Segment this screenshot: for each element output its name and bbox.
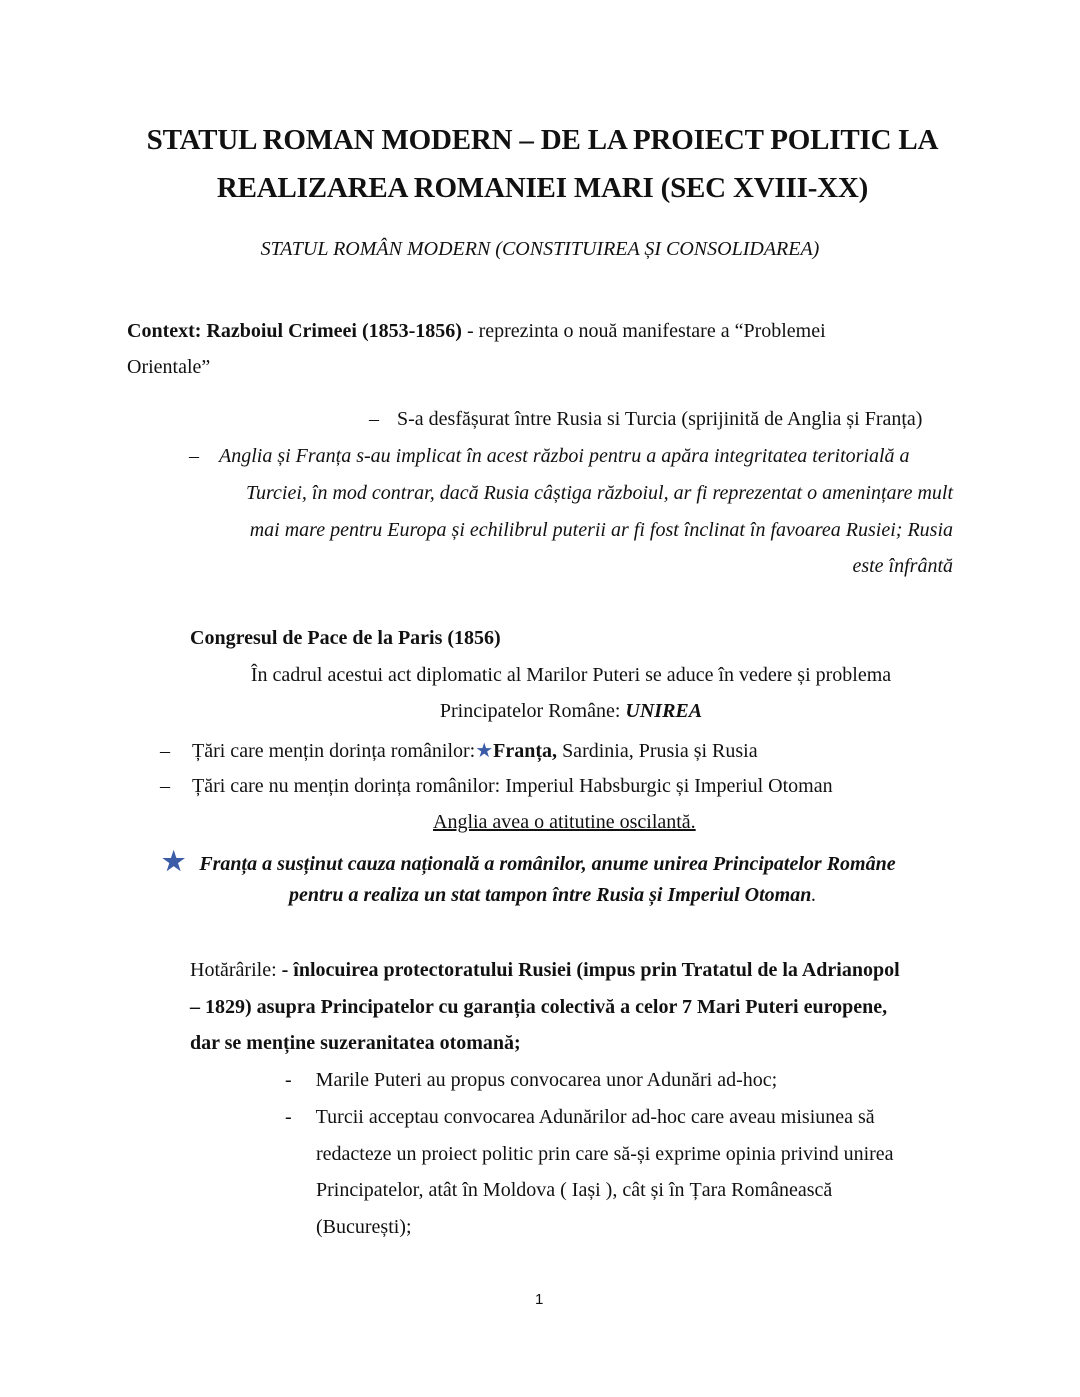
decisions-item-2-line-1: - Turcii acceptau convocarea Adunărilor ad-hoc care aveau misiunea să (285, 1106, 875, 1128)
context-text: - reprezinta o nouă manifestare a “Problemei (461, 320, 826, 342)
bullet-dash: – (160, 775, 170, 797)
decisions-line-3: dar se menține suzeranitatea otomană; (190, 1032, 521, 1054)
unirea-emphasis: UNIREA (625, 700, 703, 722)
context-paragraph (127, 320, 826, 343)
context-bullet-2-line-1: – Anglia și Franța s-au implicat în acest război pentru a apăra integritatea teritorială a (189, 445, 910, 467)
context-bullet-1 (369, 408, 922, 431)
bullet-dash: - (285, 1106, 292, 1128)
england-note: Anglia avea o atitutine oscilantă. (433, 811, 696, 833)
opponents-item: – Țări care nu mențin dorința românilor: Imperiul Habsburgic și Imperiul Otoman (160, 775, 833, 797)
star-icon: ★ (475, 740, 494, 762)
context-bullet-2-line-2: Turciei, în mod contrar, dacă Rusia câștiga războiul, ar fi reprezentat o amenințare mult (245, 482, 953, 504)
context-text-line-2: Orientale” (127, 356, 211, 378)
congress-intro-line-2: Principatelor Române: UNIREA (439, 700, 703, 722)
decisions-item-1: - Marile Puteri au propus convocarea unor Adunări ad-hoc; (285, 1069, 778, 1091)
decisions-label: Hotărârile: (190, 959, 282, 981)
decisions-item-2-line-2: redacteze un proiect politic prin care să-și exprime opinia privind unirea (316, 1143, 894, 1165)
title-line-1: STATUL ROMAN MODERN – DE LA PROIECT POLITIC LA (146, 124, 939, 156)
france-note-line-1: ★ Franța a susținut cauza națională a românilor, anume unirea Principatelor Române (162, 847, 896, 876)
title-line-2: REALIZAREA ROMANIEI MARI (SEC XVIII-XX) (216, 172, 869, 204)
supporters-item: – Țări care mențin dorința românilor:★Franța, Sardinia, Prusia și Rusia (160, 740, 758, 762)
france-note-line-2: pentru a realiza un stat tampon între Rusia și Imperiul Otoman. (289, 884, 817, 906)
bullet-dash: – (160, 740, 170, 762)
star-icon: ★ (162, 847, 186, 876)
subtitle: STATUL ROMÂN MODERN (CONSTITUIREA ȘI CONSOLIDAREA) (260, 238, 820, 260)
decisions-line-2: – 1829) asupra Principatelor cu garanția colectivă a celor 7 Mari Puteri europene, (190, 996, 888, 1018)
bullet-dash: - (285, 1069, 292, 1091)
context-label: Context: Razboiul Crimeei (1853-1856) (127, 320, 462, 342)
bullet-text: S-a desfășurat între Rusia si Turcia (sprijinită de Anglia și Franța) (397, 408, 923, 430)
page-number: 1 (535, 1291, 544, 1308)
decisions-line-1: Hotărârile: - înlocuirea protectoratului Rusiei (impus prin Tratatul de la Adrianopol (190, 959, 900, 981)
decisions-item-2-line-3: Principatelor, atât în Moldova ( Iași ), cât și în Țara Românească (316, 1179, 833, 1201)
bullet-dash: – (189, 445, 199, 467)
bullet-dash: – (369, 408, 379, 430)
context-bullet-2-line-3: mai mare pentru Europa și echilibrul puterii ar fi fost înclinat în favoarea Rusiei; Rusia (249, 519, 953, 541)
congress-intro-line-1: În cadrul acestui act diplomatic al Marilor Puteri se aduce în vedere și problema (250, 664, 892, 686)
congress-heading: Congresul de Pace de la Paris (1856) (190, 627, 501, 649)
context-bullet-2-line-4: este înfrântă (852, 555, 953, 577)
decisions-item-2-line-4: (București); (316, 1216, 412, 1238)
